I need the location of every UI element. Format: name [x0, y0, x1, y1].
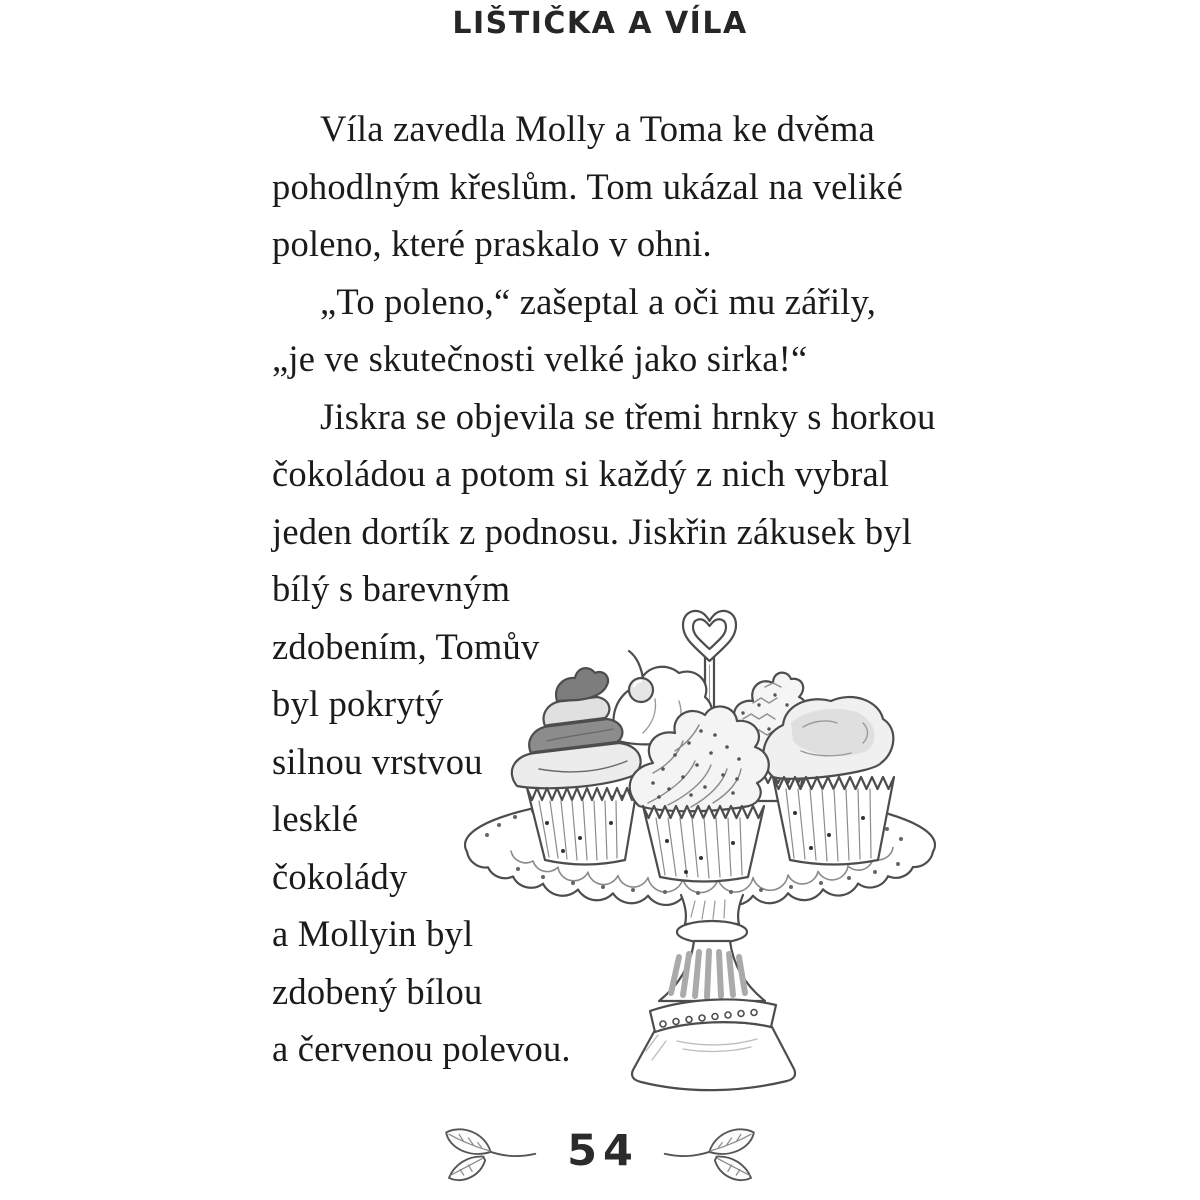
text-line: pohodlným křeslům. Tom ukázal na veliké — [272, 165, 904, 207]
leaf-ornament-left-icon — [435, 1116, 539, 1186]
text-line: čokoládou a potom si každý z nich vybral — [272, 453, 890, 494]
cupcakes-illustration — [443, 583, 953, 1103]
page-title: LIŠTIČKA A VÍLA — [452, 6, 748, 41]
text-line: a Mollyin byl — [272, 913, 474, 954]
text-line: bílý s barevným — [272, 568, 511, 609]
cake-stand-pedestal — [632, 895, 795, 1090]
text-line: zdobený bílou — [272, 970, 483, 1012]
page-footer — [0, 1116, 1200, 1186]
text-line: jeden dortík z podnosu. Jiskřin zákusek byl — [272, 510, 913, 552]
text-line: Víla zavedla Molly a Toma ke dvěma — [320, 108, 875, 149]
leaf-ornament-right-icon — [661, 1116, 765, 1186]
text-line: byl pokrytý — [272, 683, 444, 724]
text-line: „To poleno,“ zašeptal a oči mu zářily, — [320, 280, 877, 322]
text-line: a červenou polevou. — [272, 1028, 571, 1069]
text-line: zdobením, Tomův — [272, 625, 540, 667]
page-number: 54 — [567, 1126, 639, 1176]
text-line: silnou vrstvou — [272, 740, 483, 782]
text-line: poleno, které praskalo v ohni. — [272, 223, 712, 264]
text-line: čokolády — [272, 855, 408, 897]
text-line: lesklé — [272, 798, 359, 839]
text-line: Jiskra se objevila se třemi hrnky s horkou — [320, 395, 936, 437]
text-line: „je ve skutečnosti velké jako sirka!“ — [272, 338, 808, 379]
